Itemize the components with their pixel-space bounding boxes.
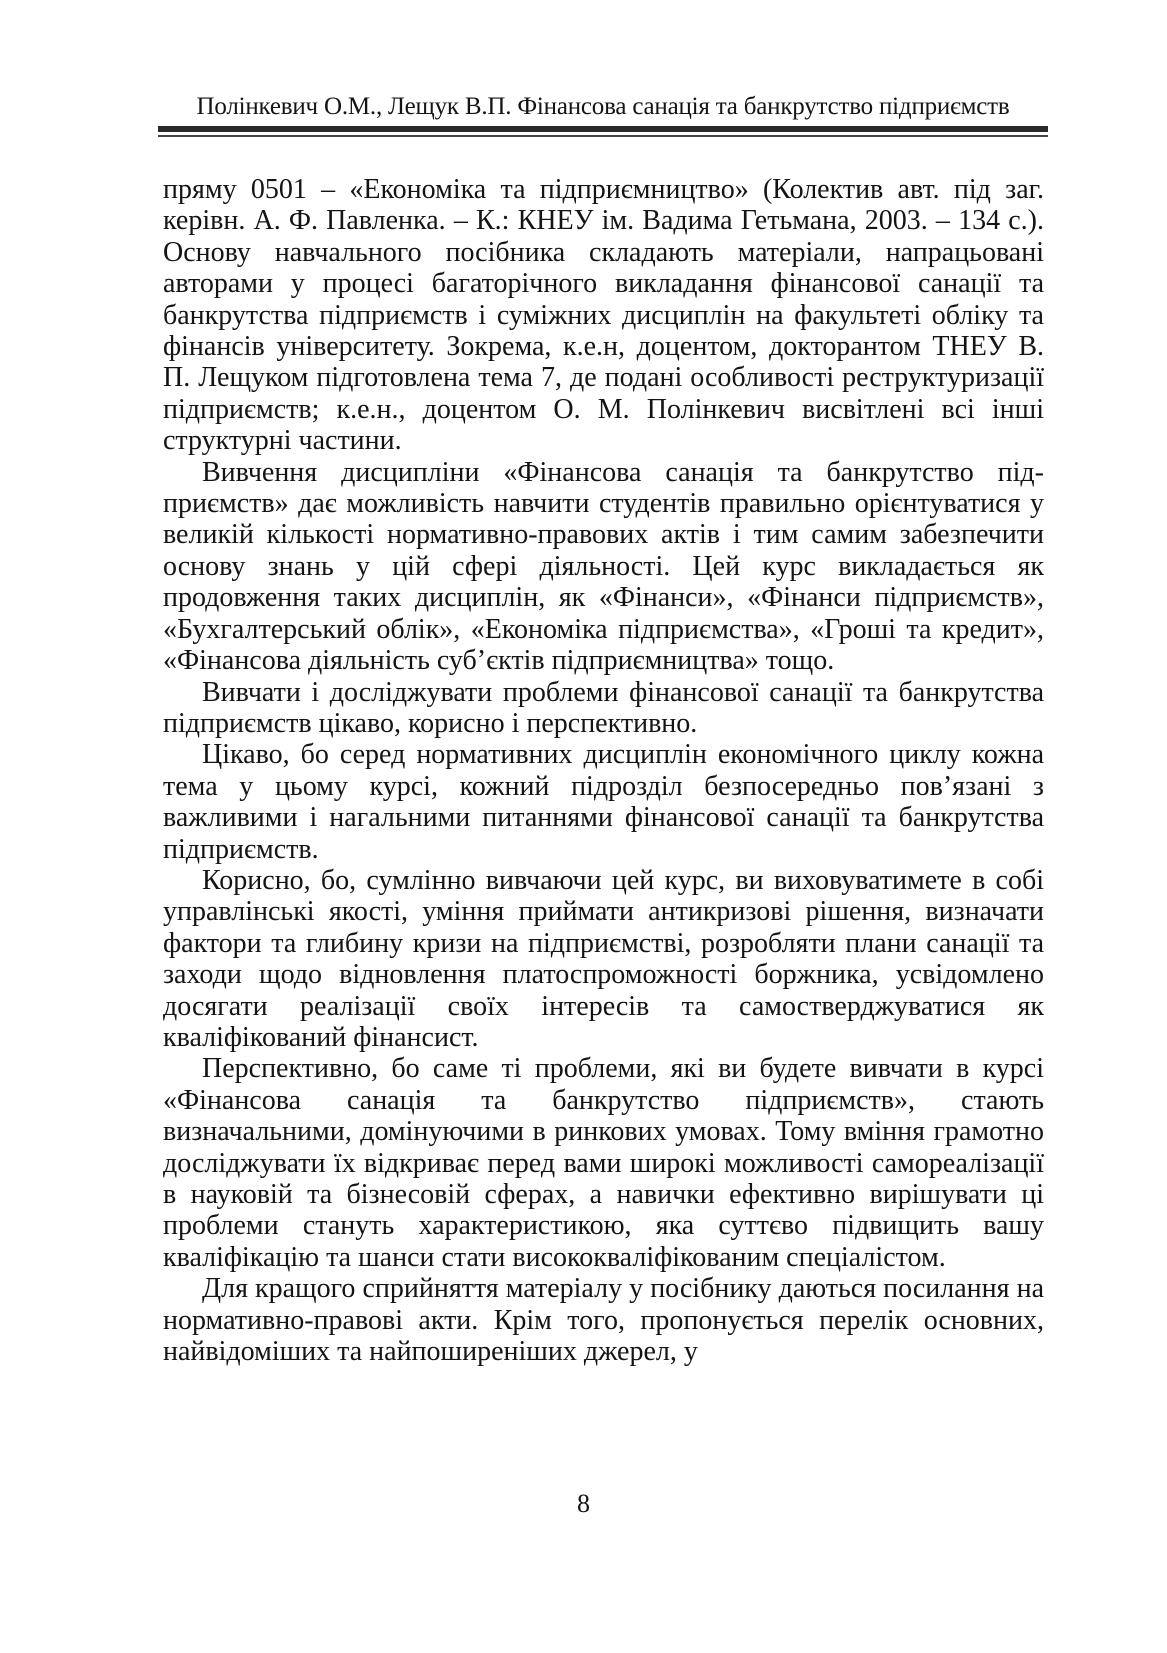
paragraph-continuation: пряму 0501 – «Економіка та підприємництво» (Колектив авт. під заг. керівн. А. Ф. Павленка. – К.: КНЕУ ім. Вадима Гетьмана, 2003. – 134 с.). Основу навчального посібника складають матеріали, напрацьовані авторами у процесі багаторічного викладання фінансової санації та банкрутства підприємств і суміжних дисциплін на факультеті обліку та фінансів університету. Зокрема, к.е.н, доцентом, докторантом ТНЕУ В. П. Лещуком підготовлена тема 7, де подані особливості реструктуризації підприємств; к.е.н., доцентом О. М. Полінкевич висвітлені всі інші структурні частини. xyxy=(163,174,1044,457)
page-number: 8 xyxy=(577,1489,590,1518)
paragraph-useful: Корисно, бо, сумлінно вивчаючи цей курс, ви виховуватимете в собі управлінські якості, уміння приймати антикризові рішення, визначати фактори та глибину кризи на підприємстві, розробляти плани санації та заходи щодо відновлення платоспроможності боржника, усвідомлено досягати реалізації своїх інтересів та самостверджуватися як кваліфікований фінансист. xyxy=(163,864,1044,1053)
paragraph-study-problems: Вивчати і досліджувати проблеми фінансової санації та банкрутства підприємств цікаво, корисно і перспективно. xyxy=(163,676,1044,739)
paragraph-interesting: Цікаво, бо серед нормативних дисциплін економічного циклу кожна тема у цьому курсі, кожний підрозділ безпосередньо пов’язані з важливими і нагальними питаннями фінансової санації та банкрутства підприємств. xyxy=(163,739,1044,865)
paragraph-promising: Перспективно, бо саме ті проблеми, які ви будете вивчати в курсі «Фінансова санація та банкрутство підприємств», стають визначальними, домінуючими в ринкових умовах. Тому вміння грамотно досліджувати їх відкриває перед вами широкі можливості самореалізації в науковій та бізнесовій сферах, а навички ефективно вирішувати ці проблеми стануть характеристикою, яка суттєво підвищить вашу кваліфікацію та шанси стати висококваліфікованим спеціалістом. xyxy=(163,1053,1044,1273)
header-rule-thick xyxy=(158,126,1048,132)
body-text xyxy=(163,174,1044,1367)
running-header: Полінкевич О.М., Лещук В.П. Фінансова санація та банкрутство підприємств xyxy=(196,93,1010,120)
paragraph-discipline-study: Вивчення дисципліни «Фінансова санація та банкрутство підприємств» дає можливість навчити студентів правильно орієнтуватися у великій кількості нормативно-правових актів і тим самим забезпечити основу знань у цій сфері діяльності. Цей курс викладається як продовження таких дисциплін, як «Фінанси», «Фінанси підприємств», «Бухгалтерський облік», «Економіка підприємства», «Гроші та кредит», «Фінансова діяльність суб’єктів підприємництва» тощо. xyxy=(163,456,1044,677)
paragraph-references: Для кращого сприйняття матеріалу у посібнику даються посилання на нормативно-правові акти. Крім того, пропонується перелік основних, найвідоміших та найпоширеніших джерел, у xyxy=(163,1273,1044,1368)
header-rule-thin xyxy=(158,135,1048,137)
